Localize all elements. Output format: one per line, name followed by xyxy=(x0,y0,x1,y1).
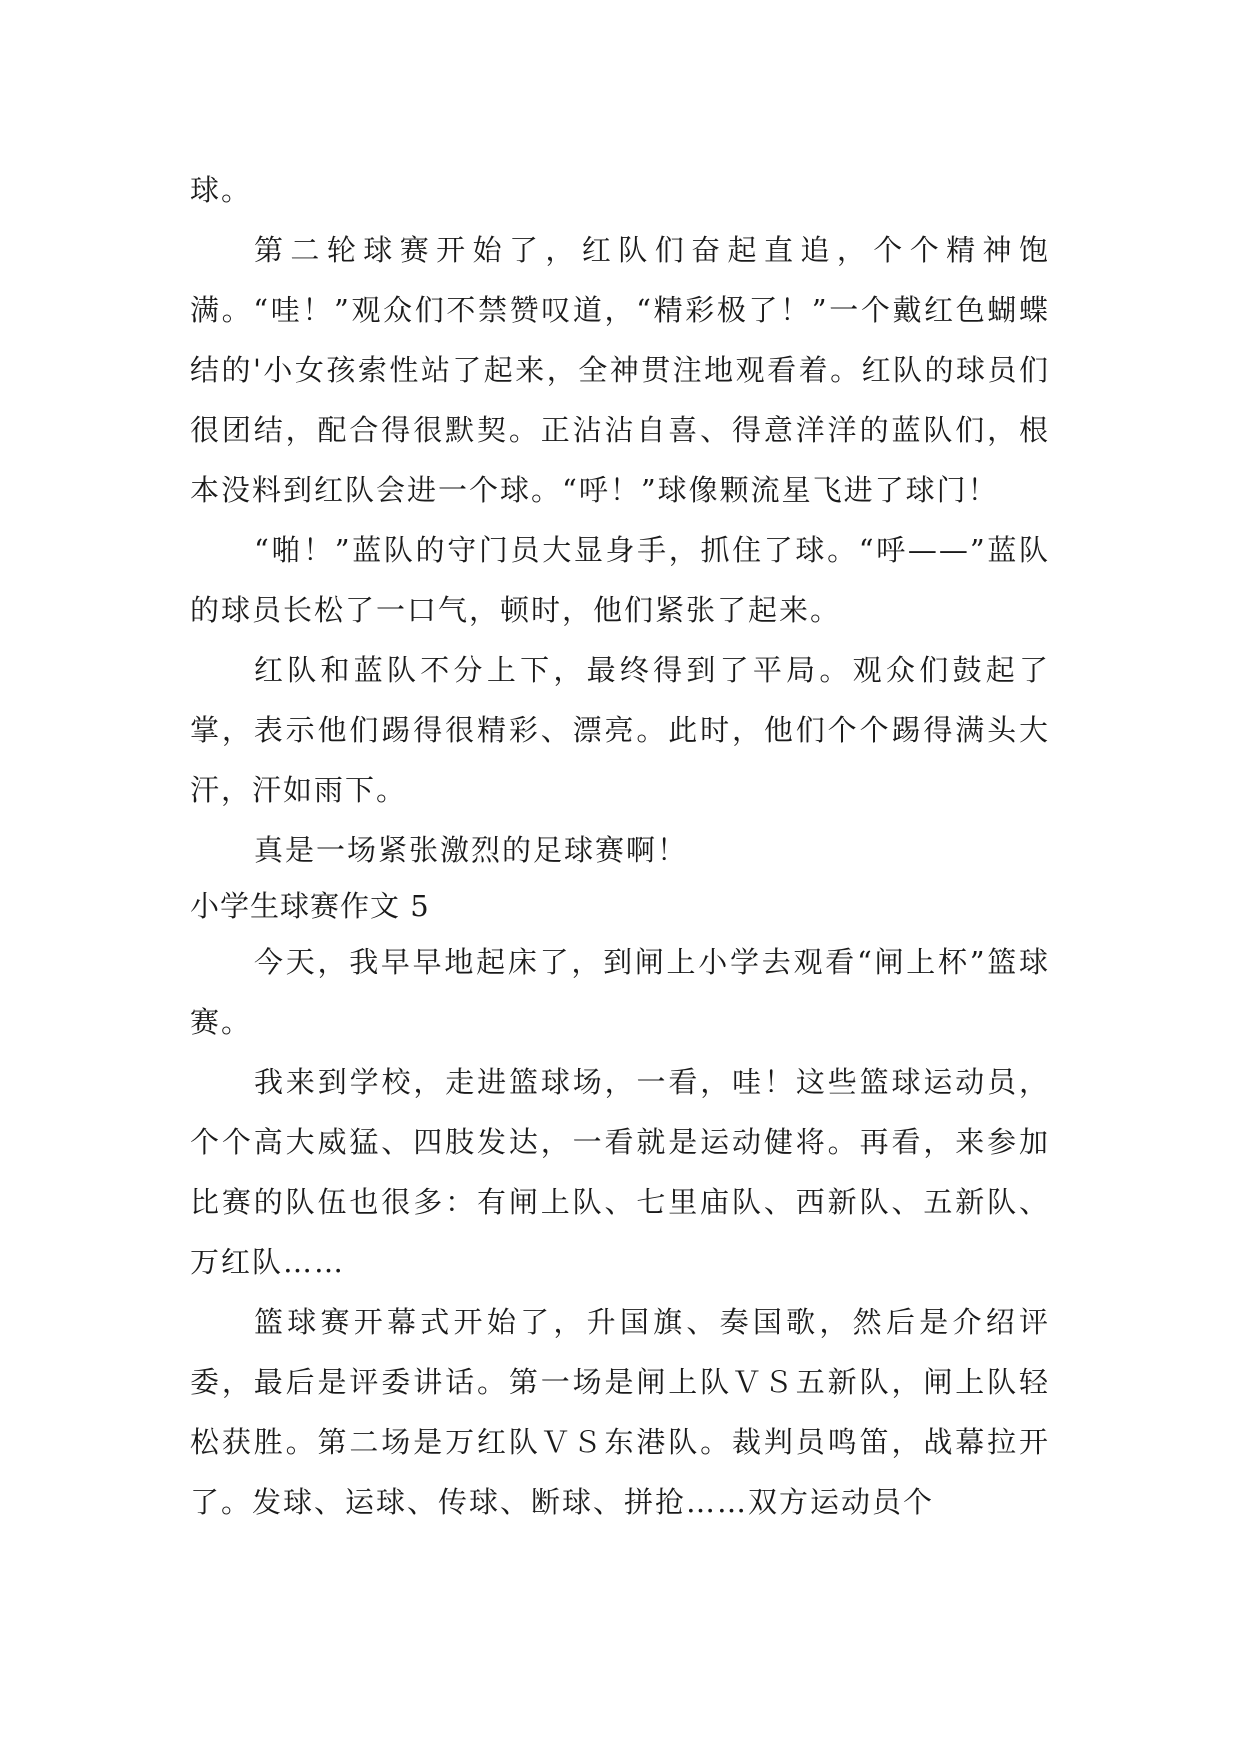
section-heading: 小学生球赛作文 5 xyxy=(190,889,430,923)
paragraph: 篮球赛开幕式开始了，升国旗、奏国歌，然后是介绍评委，最后是评委讲话。第一场是闸上队ＶＳ五新队，闸上队轻松获胜。第二场是万红队ＶＳ东港队。裁判员鸣笛，战幕拉开了。发球、运球、传球、断球、拼抢……双方运动员个 xyxy=(190,1305,1050,1519)
paragraph: 球。 xyxy=(190,173,253,207)
document-body xyxy=(190,160,1050,1532)
paragraph: 我来到学校，走进篮球场，一看，哇！这些篮球运动员，个个高大威猛、四肢发达，一看就是运动健将。再看，来参加比赛的队伍也很多：有闸上队、七里庙队、西新队、五新队、万红队…… xyxy=(190,1065,1050,1279)
paragraph: “啪！”蓝队的守门员大显身手，抓住了球。“呼——”蓝队的球员长松了一口气，顿时，他们紧张了起来。 xyxy=(190,533,1050,627)
paragraph: 红队和蓝队不分上下，最终得到了平局。观众们鼓起了掌，表示他们踢得很精彩、漂亮。此时，他们个个踢得满头大汗，汗如雨下。 xyxy=(190,653,1050,807)
paragraph: 真是一场紧张激烈的足球赛啊！ xyxy=(254,833,689,867)
paragraph: 今天，我早早地起床了，到闸上小学去观看“闸上杯”篮球赛。 xyxy=(190,945,1050,1039)
paragraph: 第二轮球赛开始了，红队们奋起直追，个个精神饱满。“哇！”观众们不禁赞叹道，“精彩极了！”一个戴红色蝴蝶结的'小女孩索性站了起来，全神贯注地观看着。红队的球员们很团结，配合得很默契。正沾沾自喜、得意洋洋的蓝队们，根本没料到红队会进一个球。“呼！”球像颗流星飞进了球门！ xyxy=(190,233,1050,507)
